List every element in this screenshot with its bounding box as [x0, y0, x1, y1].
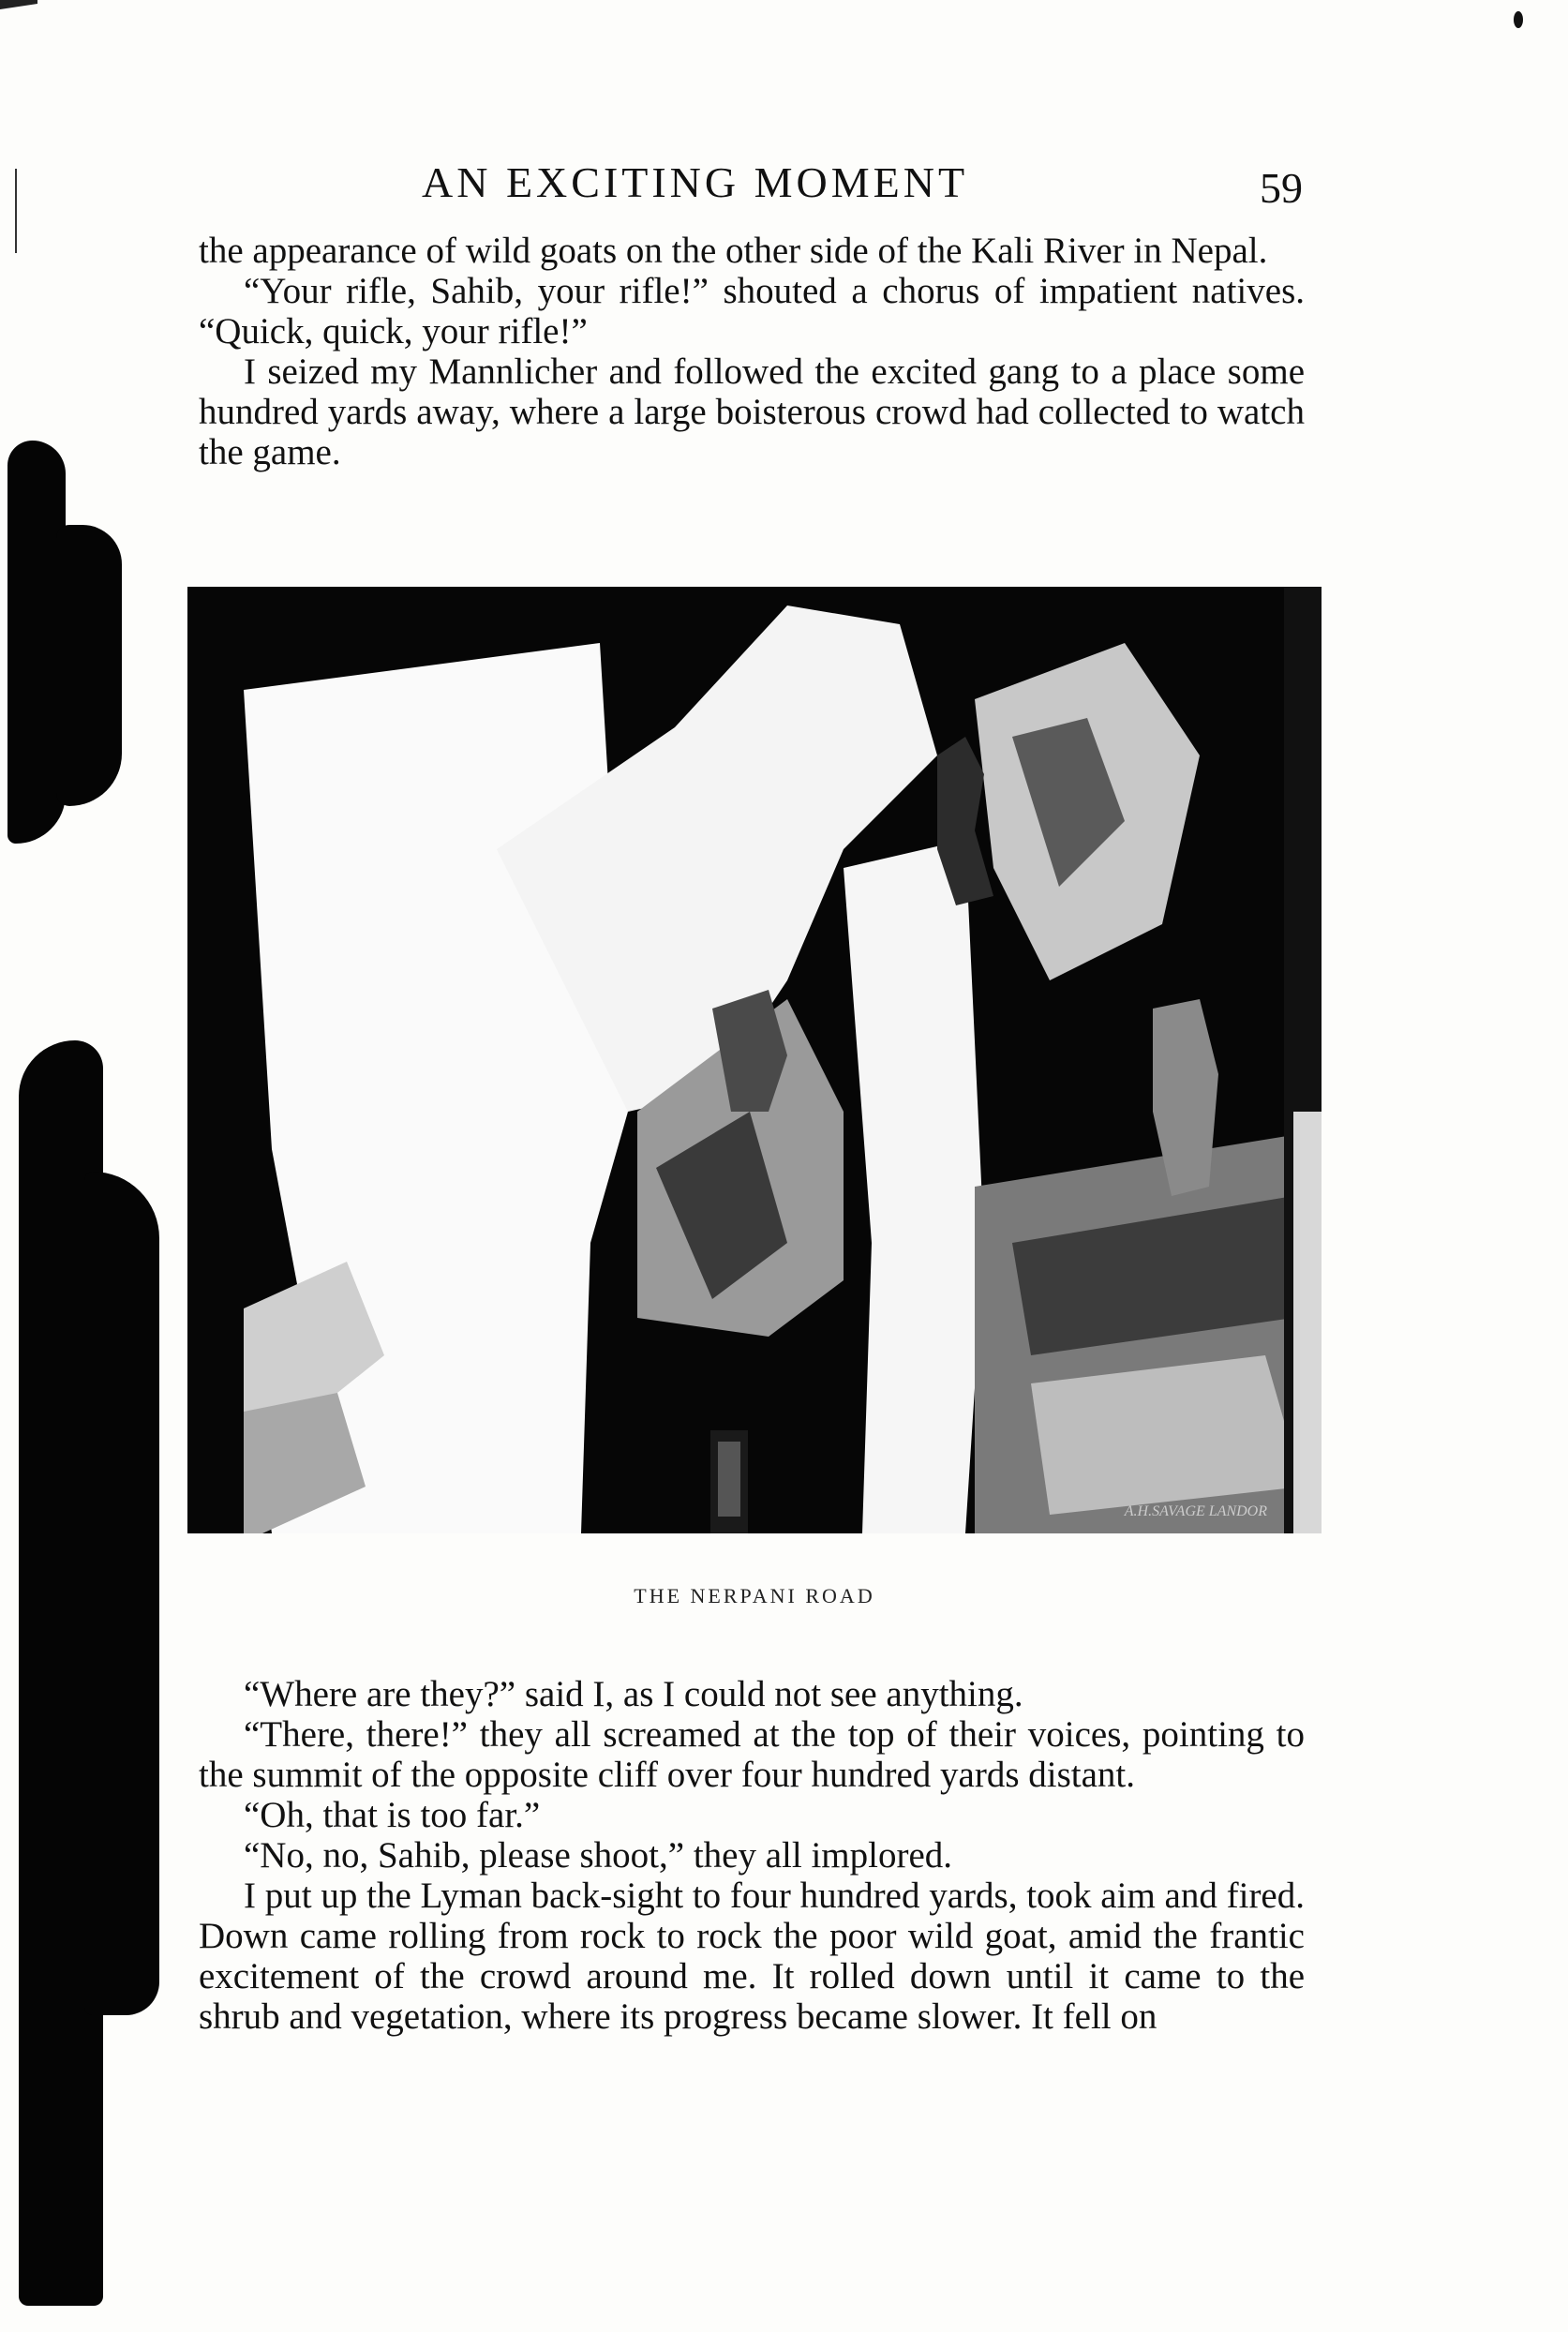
paragraph: I seized my Mannlicher and followed the excited gang to a place some hundred yards away, where a large boisterous crowd had collected to watch the game. [199, 351, 1305, 472]
running-head: AN EXCITING MOMENT [422, 158, 969, 206]
scan-corner-mark [0, 0, 37, 9]
paragraph: I put up the Lyman back-sight to four hundred yards, took aim and fired. Down came rolling from rock to rock the poor wild goat, amid the frantic excitement of the crowd around me. It rolled down until it came to the shrub and vegetation, where its progress became slower. It fell on [199, 1876, 1305, 2037]
artist-signature: A.H.SAVAGE LANDOR [1124, 1503, 1267, 1519]
illustration-plate [187, 587, 1322, 1533]
paragraph: “No, no, Sahib, please shoot,” they all implored. [244, 1835, 953, 1876]
illustration-mountain-road [187, 587, 1322, 1533]
page-number: 59 [1260, 164, 1303, 212]
paragraph: “There, there!” they all screamed at the top of their voices, pointing to the summit of the opposite cliff over four hundred yards distant. [199, 1714, 1305, 1795]
body-text-bottom [199, 1674, 1305, 2037]
paragraph: “Where are they?” said I, as I could not see anything. [244, 1674, 1023, 1714]
scan-shadow-lower-inner [84, 1172, 159, 2015]
paragraph: the appearance of wild goats on the other side of the Kali River in Nepal. [199, 231, 1268, 271]
figure-caption: THE NERPANI ROAD [634, 1584, 875, 1607]
scan-shadow-upper-inner [56, 525, 122, 806]
paragraph: “Your rifle, Sahib, your rifle!” shouted a chorus of impatient natives. “Quick, quick, your rifle!” [199, 271, 1305, 351]
body-text-top [199, 231, 1305, 472]
scan-margin-line [15, 169, 17, 253]
paragraph: “Oh, that is too far.” [244, 1795, 541, 1835]
page-header [197, 157, 1303, 214]
scan-dot-mark [1514, 11, 1523, 28]
